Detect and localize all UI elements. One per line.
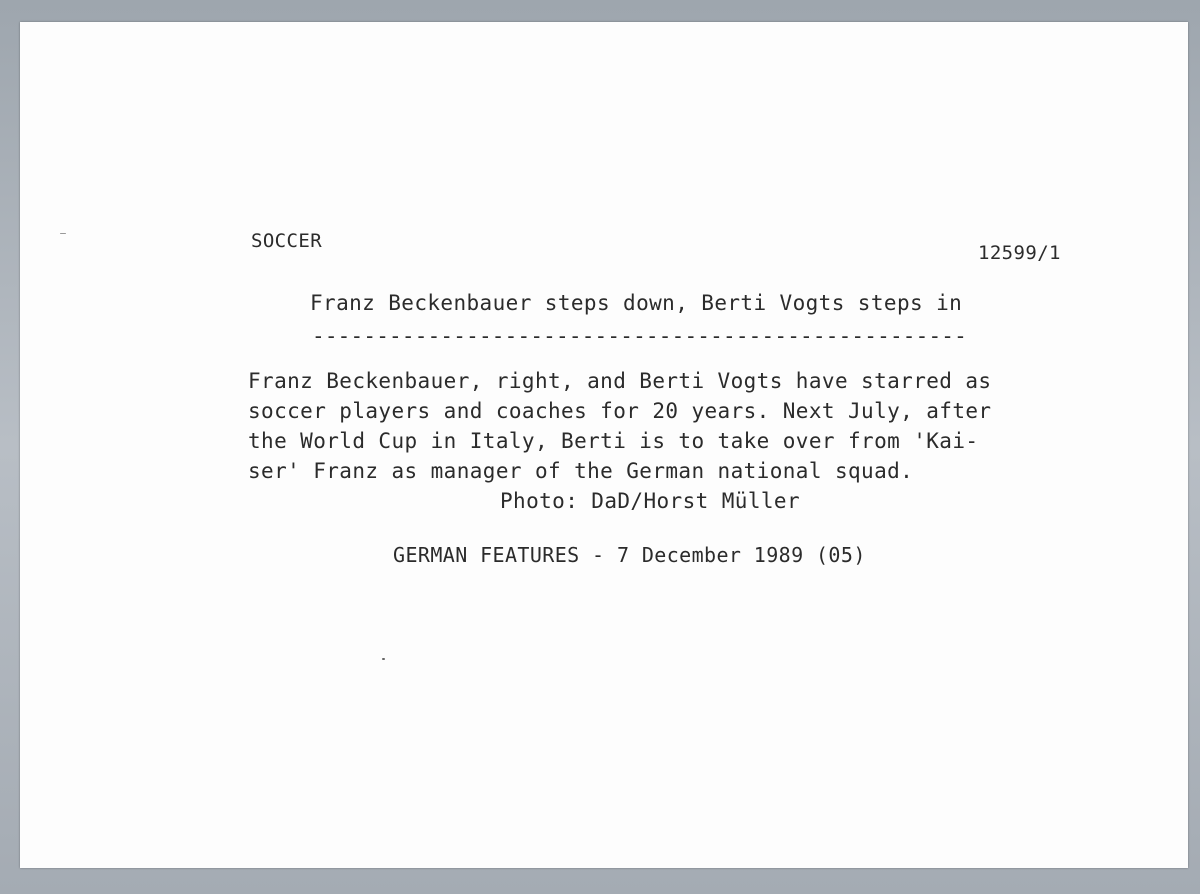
caption-line: soccer players and coaches for 20 years. Next July, after	[248, 399, 992, 423]
caption-card	[20, 22, 1188, 868]
caption-body	[248, 366, 1078, 486]
category-label: SOCCER	[251, 230, 323, 252]
caption-line: the World Cup in Italy, Berti is to take over from 'Kai-	[248, 429, 979, 453]
footer-dateline: GERMAN FEATURES - 7 December 1989 (05)	[393, 543, 866, 567]
dust-speck	[60, 233, 66, 234]
reference-number: 12599/1	[978, 242, 1061, 264]
headline-underline: ---------------------------------------------------	[312, 324, 967, 348]
headline: Franz Beckenbauer steps down, Berti Vogts steps in	[310, 291, 963, 315]
caption-line: Franz Beckenbauer, right, and Berti Vogts have starred as	[248, 369, 992, 393]
photo-credit: Photo: DaD/Horst Müller	[500, 489, 800, 513]
dust-speck	[382, 658, 385, 660]
caption-line: ser' Franz as manager of the German national squad.	[248, 459, 914, 483]
